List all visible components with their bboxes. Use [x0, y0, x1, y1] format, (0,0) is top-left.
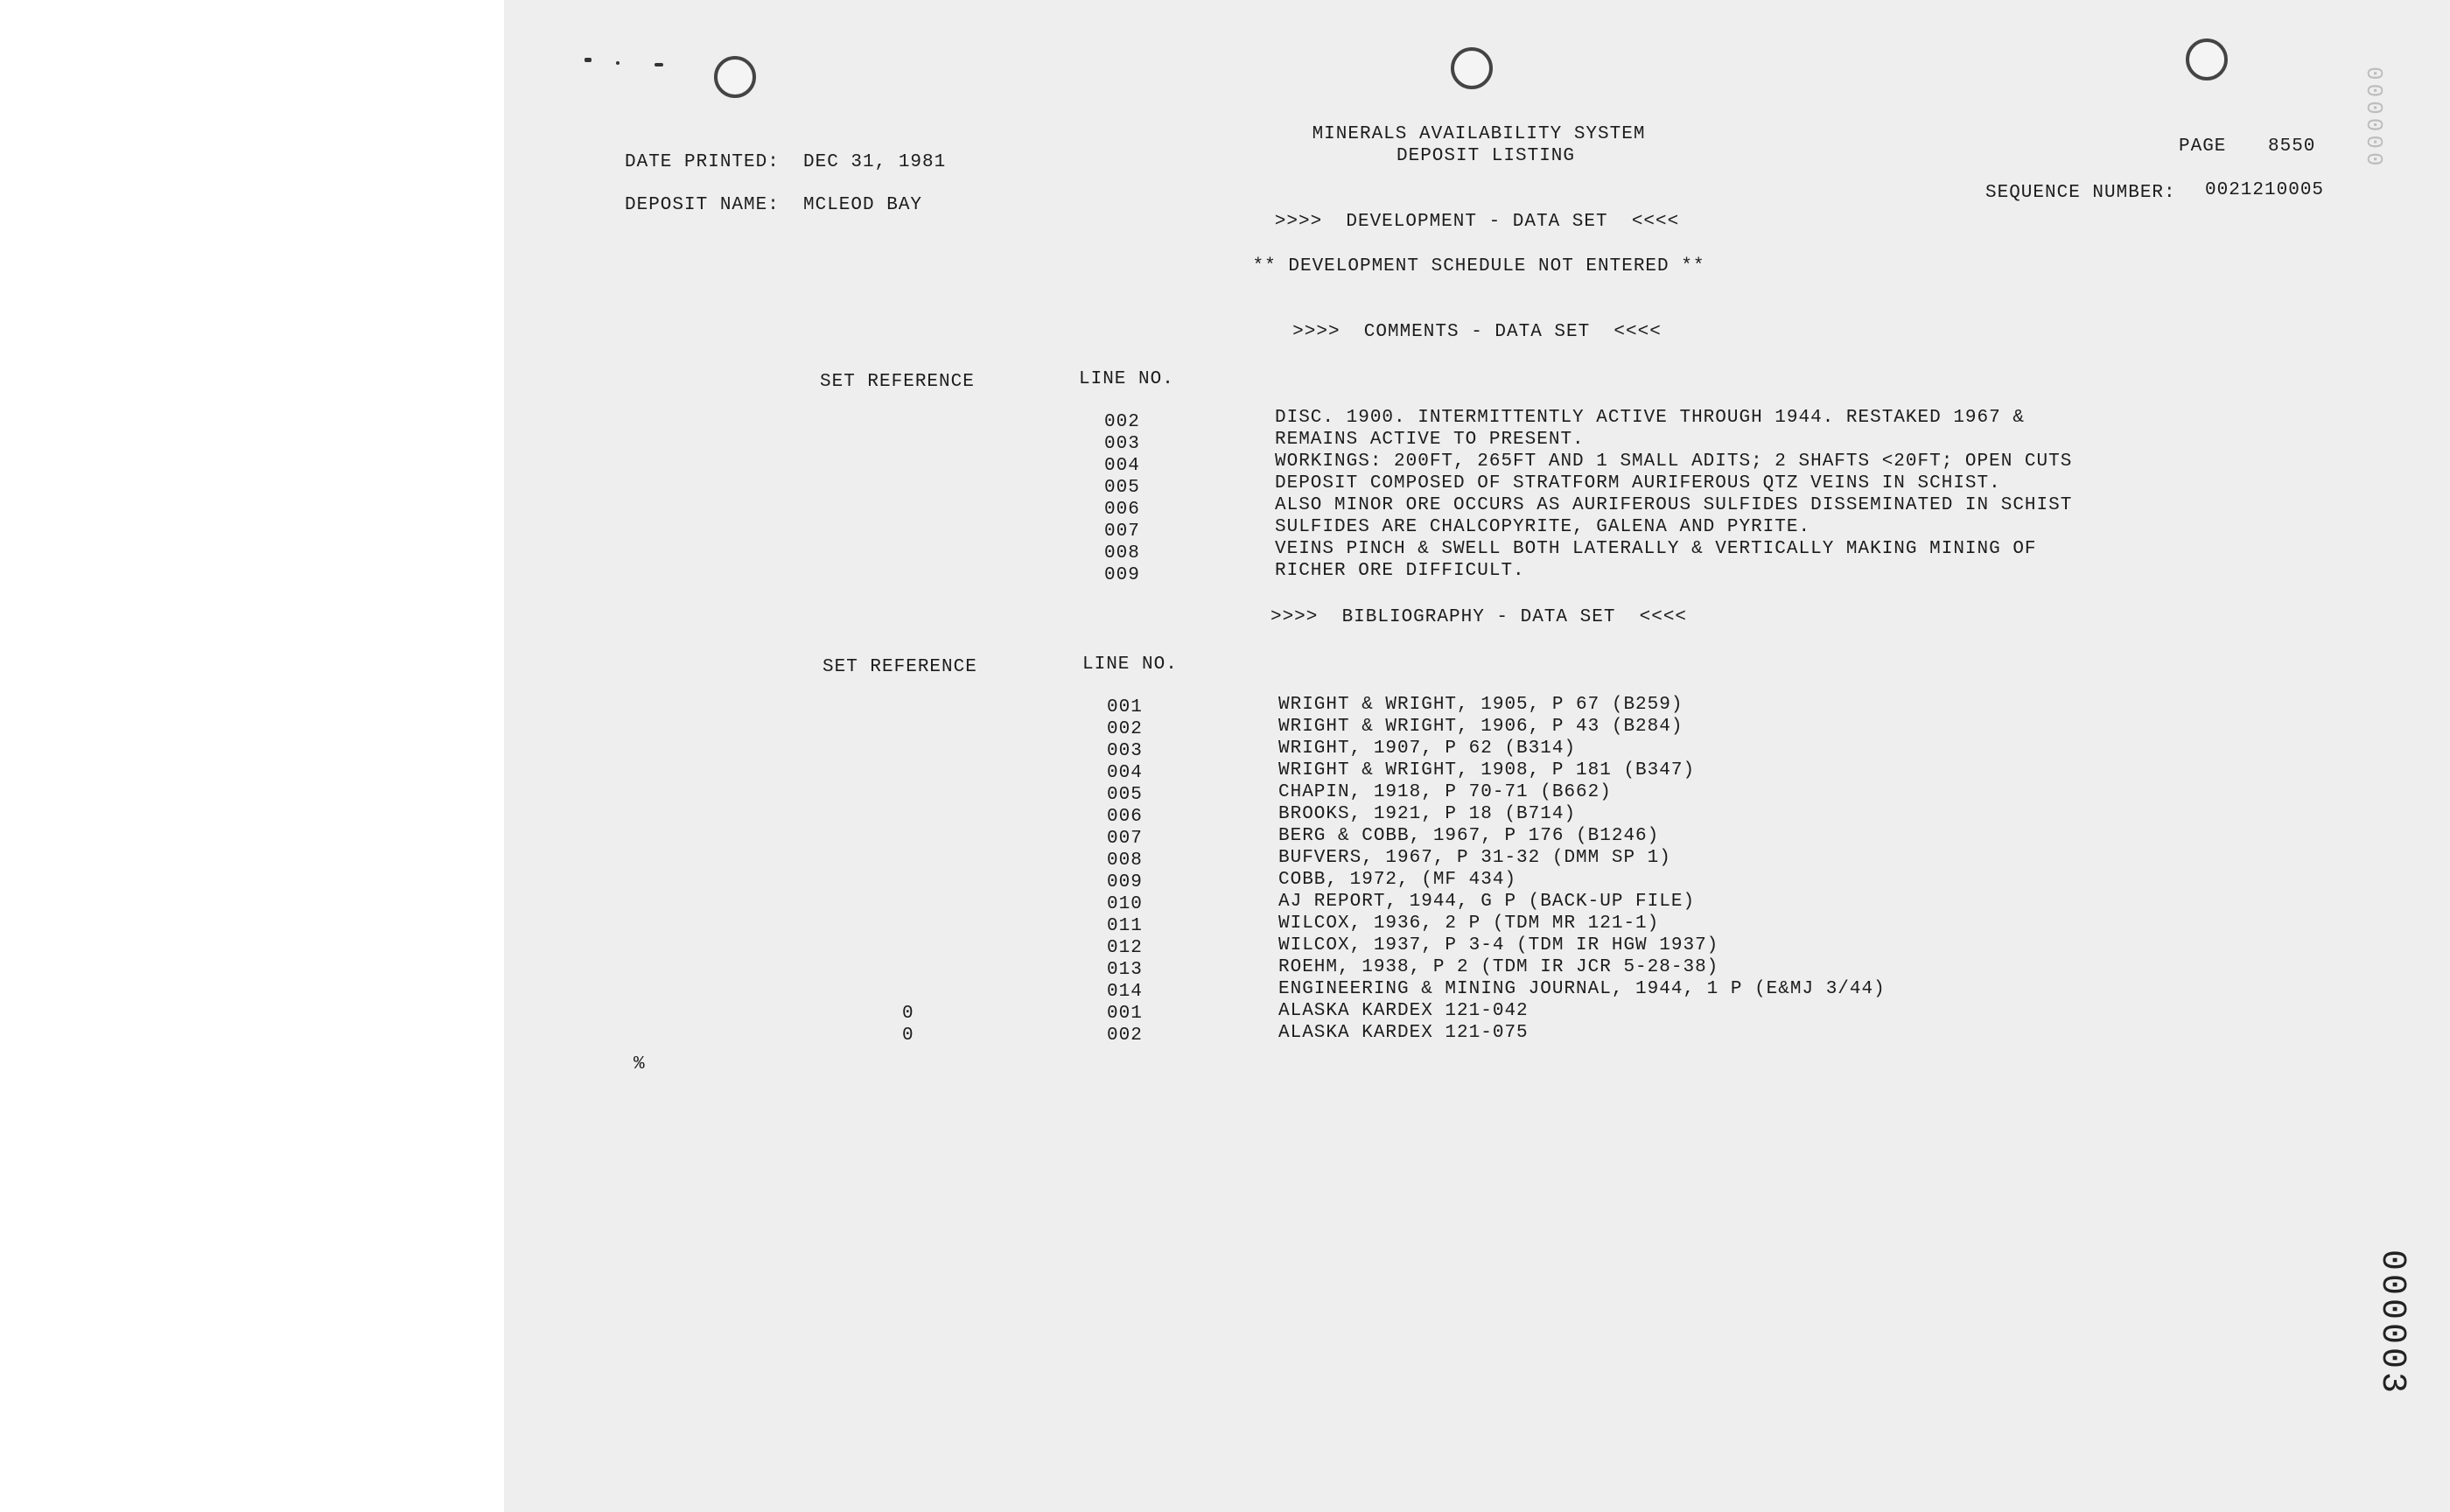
bibliography-line-no: 012: [1107, 938, 1143, 958]
bibliography-set-ref: [902, 762, 914, 784]
comment-line-no: 009: [1104, 565, 1140, 585]
bibliography-heading: >>>> BIBLIOGRAPHY - DATA SET <<<<: [1270, 607, 1688, 627]
binder-hole-center: [1451, 47, 1493, 89]
bibliography-set-references: [902, 696, 914, 1046]
bibliography-set-ref: 0: [902, 1026, 914, 1046]
comment-line-no: 008: [1104, 543, 1140, 564]
bibliography-citation: CHAPIN, 1918, P 70-71 (B662): [1278, 782, 1612, 802]
comments-col-line-no: LINE NO.: [1079, 369, 1174, 389]
comment-text: WORKINGS: 200FT, 265FT AND 1 SMALL ADITS; 2 SHAFTS <20FT; OPEN CUTS: [1275, 452, 2073, 472]
bibliography-set-ref: 0: [902, 1004, 914, 1024]
system-title: MINERALS AVAILABILITY SYSTEM: [1312, 124, 1646, 144]
bibliography-line-no: 001: [1107, 697, 1143, 718]
bibliography-set-ref: [902, 937, 914, 959]
bibliography-set-ref: [902, 981, 914, 1003]
comment-text: DEPOSIT COMPOSED OF STRATFORM AURIFEROUS QTZ VEINS IN SCHIST.: [1275, 473, 2001, 494]
bibliography-line-no: 001: [1107, 1004, 1143, 1024]
listing-title: DEPOSIT LISTING: [1396, 146, 1576, 166]
bibliography-line-no: 007: [1107, 829, 1143, 849]
bibliography-set-ref: [902, 959, 914, 981]
bibliography-col-line-no: LINE NO.: [1082, 654, 1178, 675]
binder-hole-right: [2186, 38, 2228, 80]
bibliography-citation: WILCOX, 1936, 2 P (TDM MR 121-1): [1278, 914, 1660, 934]
bibliography-citations: [1278, 694, 1886, 1044]
bibliography-line-no: 014: [1107, 982, 1143, 1002]
margin-stamp: 000003: [2372, 1250, 2412, 1397]
scan-speck: [616, 61, 620, 65]
comment-text: VEINS PINCH & SWELL BOTH LATERALLY & VERTICALLY MAKING MINING OF: [1275, 539, 2037, 559]
bibliography-citation: WRIGHT & WRIGHT, 1906, P 43 (B284): [1278, 717, 1684, 737]
date-printed-label: DATE PRINTED:: [625, 152, 780, 172]
bibliography-citation: AJ REPORT, 1944, G P (BACK-UP FILE): [1278, 892, 1696, 912]
page-label: PAGE: [2179, 136, 2227, 157]
page-number: 8550: [2268, 136, 2316, 157]
bibliography-citation: BERG & COBB, 1967, P 176 (B1246): [1278, 826, 1660, 846]
bibliography-set-ref: [902, 806, 914, 828]
scan-speck: [584, 58, 592, 62]
bibliography-set-ref: [902, 828, 914, 850]
bibliography-citation: ALASKA KARDEX 121-075: [1278, 1023, 1529, 1043]
sequence-number-value: 0021210005: [2205, 180, 2325, 200]
bibliography-set-ref: [902, 718, 914, 740]
bibliography-citation: WILCOX, 1937, P 3-4 (TDM IR HGW 1937): [1278, 935, 1719, 956]
sequence-number-label: SEQUENCE NUMBER:: [1985, 183, 2176, 203]
bibliography-line-no: 009: [1107, 872, 1143, 892]
comment-line-no: 007: [1104, 522, 1140, 542]
bibliography-set-ref: [902, 784, 914, 806]
bibliography-citation: WRIGHT & WRIGHT, 1905, P 67 (B259): [1278, 695, 1684, 715]
footer-percent-mark: %: [634, 1054, 646, 1074]
bibliography-line-numbers: [1107, 696, 1143, 1046]
date-printed-value: DEC 31, 1981: [803, 152, 947, 172]
comment-line-no: 004: [1104, 456, 1140, 476]
comment-line-no: 005: [1104, 478, 1140, 498]
bibliography-line-no: 006: [1107, 807, 1143, 827]
bibliography-citation: WRIGHT, 1907, P 62 (B314): [1278, 738, 1577, 759]
scan-speck: [654, 63, 663, 66]
comment-text: RICHER ORE DIFFICULT.: [1275, 561, 1525, 581]
bibliography-line-no: 008: [1107, 850, 1143, 871]
bibliography-line-no: 005: [1107, 785, 1143, 805]
bibliography-line-no: 003: [1107, 741, 1143, 761]
bibliography-line-no: 004: [1107, 763, 1143, 783]
comment-line-no: 002: [1104, 412, 1140, 432]
bibliography-set-ref: [902, 696, 914, 718]
comments-col-set-reference: SET REFERENCE: [820, 372, 975, 392]
bibliography-col-set-reference: SET REFERENCE: [822, 657, 977, 677]
deposit-name-label: DEPOSIT NAME:: [625, 195, 780, 215]
comments-heading: >>>> COMMENTS - DATA SET <<<<: [1292, 322, 1662, 342]
bibliography-line-no: 013: [1107, 960, 1143, 980]
bibliography-citation: ALASKA KARDEX 121-042: [1278, 1001, 1529, 1021]
bibliography-set-ref: [902, 740, 914, 762]
bibliography-set-ref: [902, 893, 914, 915]
bibliography-set-ref: [902, 915, 914, 937]
comment-line-no: 003: [1104, 434, 1140, 454]
comment-text: ALSO MINOR ORE OCCURS AS AURIFEROUS SULFIDES DISSEMINATED IN SCHIST: [1275, 495, 2073, 515]
bibliography-line-no: 010: [1107, 894, 1143, 914]
deposit-name-value: MCLEOD BAY: [803, 195, 923, 215]
bibliography-citation: ENGINEERING & MINING JOURNAL, 1944, 1 P (E&MJ 3/44): [1278, 979, 1886, 999]
bibliography-line-no: 002: [1107, 719, 1143, 739]
bibliography-set-ref: [902, 850, 914, 872]
bibliography-citation: COBB, 1972, (MF 434): [1278, 870, 1517, 890]
comment-line-no: 006: [1104, 500, 1140, 520]
development-note: ** DEVELOPMENT SCHEDULE NOT ENTERED **: [1252, 256, 1705, 276]
bibliography-line-no: 011: [1107, 916, 1143, 936]
comments-line-numbers: [1104, 411, 1140, 586]
bibliography-citation: WRIGHT & WRIGHT, 1908, P 181 (B347): [1278, 760, 1696, 780]
binder-hole-left: [714, 56, 756, 98]
comment-text: REMAINS ACTIVE TO PRESENT.: [1275, 430, 1585, 450]
bibliography-citation: BUFVERS, 1967, P 31-32 (DMM SP 1): [1278, 848, 1671, 868]
comments-text: [1275, 407, 2072, 582]
bibliography-citation: ROEHM, 1938, P 2 (TDM IR JCR 5-28-38): [1278, 957, 1719, 977]
development-heading: >>>> DEVELOPMENT - DATA SET <<<<: [1274, 212, 1680, 232]
bibliography-set-ref: [902, 872, 914, 893]
bibliography-citation: BROOKS, 1921, P 18 (B714): [1278, 804, 1577, 824]
bibliography-line-no: 002: [1107, 1026, 1143, 1046]
comment-text: SULFIDES ARE CHALCOPYRITE, GALENA AND PYRITE.: [1275, 517, 1811, 537]
margin-stamp-faint: 000000: [2361, 66, 2387, 170]
scanned-page: [504, 0, 2450, 1512]
comment-text: DISC. 1900. INTERMITTENTLY ACTIVE THROUGH 1944. RESTAKED 1967 &: [1275, 408, 2025, 428]
